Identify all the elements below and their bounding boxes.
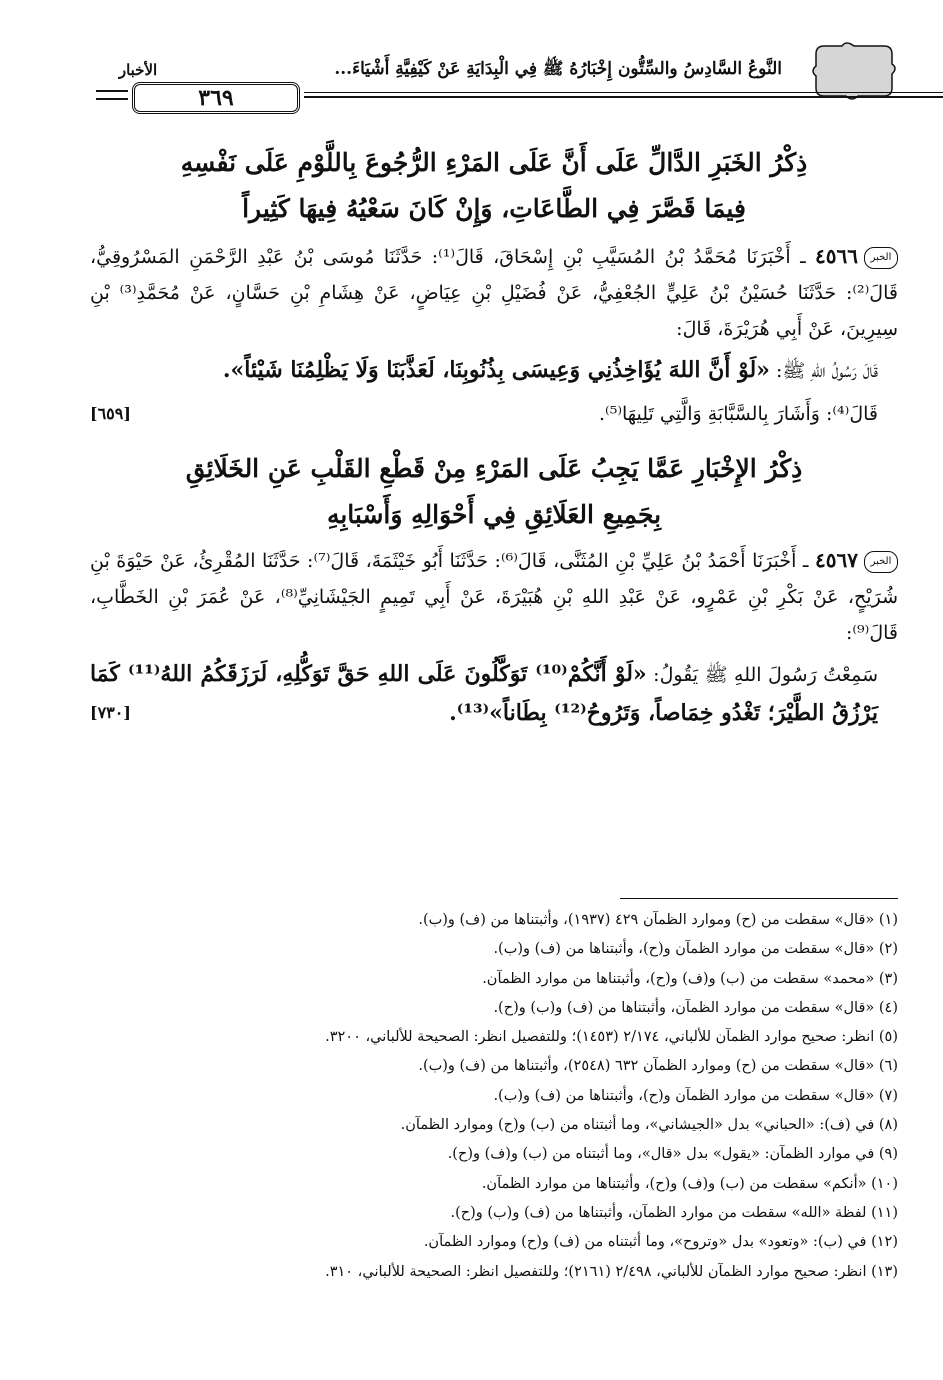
footnote: (٧) «قال» سقطت من موارد الظمآن و(ح)، وأثبتناها من (ف) و(ب). bbox=[493, 1087, 898, 1104]
hadith-number: ٤٥٦٦ bbox=[815, 244, 858, 268]
footnote: (٥) انظر: صحيح موارد الظمآن للألباني، ٢/١٧٤ (١٤٥٣)؛ وللتفصيل انظر: الصحيحة للألباني، ٣٢٠٠. bbox=[325, 1029, 898, 1046]
hadith-reference: [٦٥٩] bbox=[90, 404, 131, 423]
heading-line: ذِكْرُ الخَبَرِ الدَّالِّ عَلَى أَنَّ عَلَى المَرْءِ الرُّجُوعَ بِاللَّوْمِ عَلَى نَفْسِهِ bbox=[180, 148, 808, 177]
hadith-marker-icon: الخبر bbox=[864, 247, 898, 269]
page-number: ٣٦٩ bbox=[132, 82, 300, 114]
page-header bbox=[92, 52, 900, 111]
closing-text: قَالَ⁽⁴⁾: وَأَشَارَ بِالسَّبَّابَةِ وَالَّتِي تَلِيهَا⁽⁵⁾. bbox=[598, 403, 878, 425]
footnote: (١) «قال» سقطت من (ح) وموارد الظمآن ٤٢٩ (١٩٣٧)، وأثبتناها من (ف) و(ب). bbox=[418, 912, 898, 928]
hadith-closing bbox=[90, 396, 898, 432]
footnotes bbox=[90, 906, 898, 1287]
heading-line: فِيمَا قَصَّرَ فِي الطَّاعَاتِ، وَإِنْ كَانَ سَعْيُهُ فِيهَا كَثِيراً bbox=[242, 194, 746, 223]
footnote: (١٠) «أنكم» سقطت من (ب) و(ف) و(ح)، وأثبتناها من موارد الظمآن. bbox=[481, 1175, 898, 1192]
header-rule-right bbox=[304, 92, 943, 98]
matn-intro: سَمِعْتُ رَسُولَ اللهِ ﷺ يَقُولُ: bbox=[653, 664, 878, 686]
heading-line: ذِكْرُ الإِخْبَارِ عَمَّا يَجِبُ عَلَى المَرْءِ مِنْ قَطْعِ القَلْبِ عَنِ الخَلَائِقِ bbox=[185, 454, 803, 483]
footnote: (٩) في موارد الظمآن: «يقول» بدل «قال»، وما أثبتناه من (ب) و(ف) و(ح). bbox=[447, 1146, 898, 1163]
matn-intro: قَالَ رَسُولُ اللهِ ﷺ: bbox=[775, 360, 878, 382]
footnote: (١٣) انظر: صحيح موارد الظمآن للألباني، ٢/٤٩٨ (٢١٦١)؛ وللتفصيل انظر: الصحيحة للألباني، ٣١٠. bbox=[325, 1263, 898, 1280]
footnote: (١١) لفظة «الله» سقطت من موارد الظمآن، وأثبتناها من (ف) و(ب) و(ح). bbox=[450, 1204, 898, 1221]
main-content bbox=[90, 140, 898, 733]
header-rule-left bbox=[96, 90, 128, 100]
matn-text: «لَوْ أَنَّ اللهَ يُؤَاخِذُنِي وَعِيسَى بِذُنُوبِنَا، لَعَذَّبَنَا وَلَا يَظْلِمُنَا شَيْئاً». bbox=[222, 357, 770, 383]
hadith-sanad bbox=[90, 542, 898, 651]
footnote: (٢) «قال» سقطت من موارد الظمآن و(ح)، وأثبتناها من (ف) و(ب). bbox=[493, 941, 898, 958]
section-heading-2 bbox=[90, 446, 898, 538]
hadith-matn bbox=[90, 655, 898, 733]
hadith-matn bbox=[90, 351, 898, 390]
hadith-number: ٤٥٦٧ bbox=[815, 548, 858, 572]
footnote: (٨) في (ف): «الحباني» بدل «الجيشاني»، وما أثبتناه من (ب) و(ح) وموارد الظمآن. bbox=[400, 1117, 898, 1134]
footnote: (٦) «قال» سقطت من (ح) وموارد الظمآن ٦٣٢ (٢٥٤٨)، وأثبتناها من (ف) و(ب). bbox=[418, 1058, 898, 1075]
footnote: (٣) «محمد» سقطت من (ب) و(ف) و(ح)، وأثبتناها من موارد الظمآن. bbox=[482, 970, 898, 987]
hadith-marker-icon: الخبر bbox=[864, 551, 898, 573]
hadith-sanad bbox=[90, 238, 898, 347]
footnote: (١٢) في (ب): «وتعود» بدل «وتروح»، وما أثبتناه من (ف) و(ح) وموارد الظمآن. bbox=[423, 1234, 898, 1251]
footnote: (٤) «قال» سقطت من موارد الظمآن، وأثبتناها من (ف) و(ب) و(ح). bbox=[493, 999, 898, 1016]
running-title: النَّوعُ السَّادِسُ والسِّتُّون إِخْبَارُهُ ﷺ فِي الْبِدَايَةِ عَنْ كَيْفِيَّةِ أَشْيَاءَ... bbox=[334, 59, 782, 79]
footnote-divider bbox=[620, 898, 898, 899]
sanad-text: ـ أَخْبَرَنَا مُحَمَّدُ بْنُ المُسَيَّبِ بْنِ إِسْحَاقَ، قَالَ⁽¹⁾: حَدَّثَنَا مُوسَى بْنُ عَبْدِ الرَّحْمَنِ المَسْرُوقِيُّ، قَالَ⁽²⁾: حَدَّثَنَا حُسَيْنُ بْنُ عَلِيٍّ الجُعْفِيُّ، عَنْ فُضَيْلِ بْنِ عِيَاضٍ، عَنْ هِشَامِ بْنِ حَسَّانٍ، عَنْ مُحَمَّدِ⁽³⁾ بْنِ سِيرِينَ، عَنْ أَبِي هُرَيْرَةَ، قَالَ: bbox=[90, 246, 898, 340]
section-heading-1 bbox=[90, 140, 898, 232]
hadith-reference: [٧٣٠] bbox=[90, 703, 131, 722]
matn-text: «لَوْ أَنَّكُمْ⁽¹⁰⁾ تَوَكَّلُونَ عَلَى اللهِ حَقَّ تَوَكُّلِهِ، لَرَزَقَكُمُ اللهُ⁽¹¹⁾ كَمَا يَرْزُقُ الطَّيْرَ؛ تَغْدُو خِمَاصاً، وَتَرُوحُ⁽¹²⁾ بِطَاناً»⁽¹³⁾. bbox=[90, 661, 878, 726]
badge-label: الأخبار bbox=[118, 61, 158, 79]
heading-line: بِجَمِيعِ العَلَائِقِ فِي أَحْوَالِهِ وَأَسْبَابِهِ bbox=[326, 500, 662, 529]
sanad-text: ـ أَخْبَرَنَا أَحْمَدُ بْنُ عَلِيِّ بْنِ المُثَنَّى، قَالَ⁽⁶⁾: حَدَّثَنَا أَبُو خَيْثَمَةَ، قَالَ⁽⁷⁾: حَدَّثَنَا المُقْرِئُ، عَنْ حَيْوَةَ بْنِ شُرَيْحٍ، عَنْ بَكْرِ بْنِ عَمْرٍو، عَنْ عَبْدِ اللهِ بْنِ هُبَيْرَةَ، عَنْ أَبِي تَمِيمٍ الجَيْشَانِيِّ⁽⁸⁾، عَنْ عُمَرَ بْنِ الخَطَّابِ، قَالَ⁽⁹⁾: bbox=[90, 550, 898, 644]
